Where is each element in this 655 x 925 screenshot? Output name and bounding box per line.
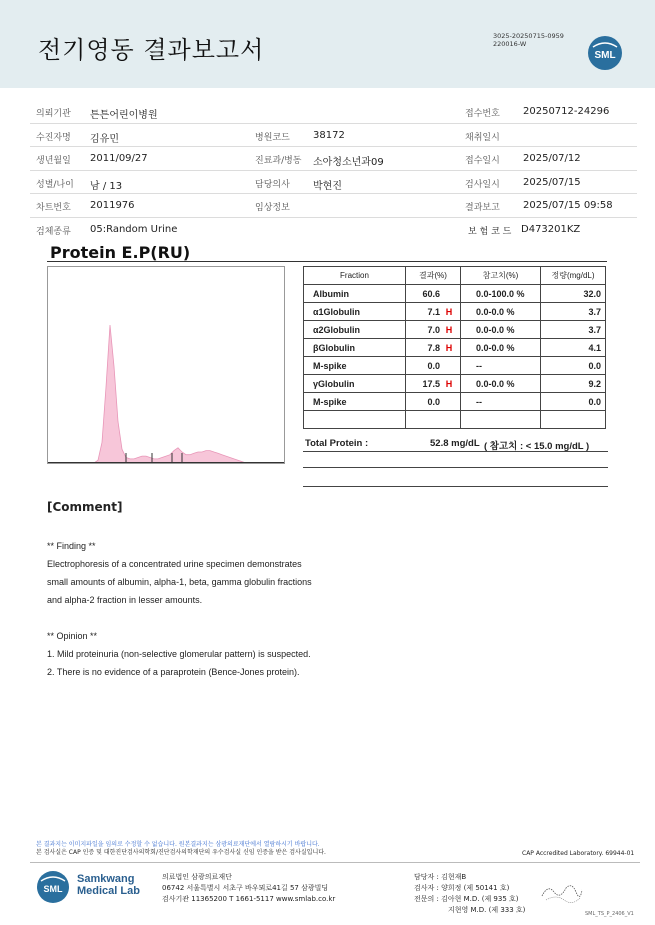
result-value: 7.0 [427,324,440,335]
hospital-code-value: 38172 [313,129,345,141]
addr-line3: 검사기관 11365200 T 1661-5117 www.smlab.co.kr [162,895,336,903]
lab-address [162,872,335,905]
qty-cell: 3.7 [541,303,606,321]
ref-cell: -- [461,357,541,375]
table-header-row [304,267,606,285]
form-id: SML_TS_P_2406_V1 [585,911,634,917]
result-cell [406,357,461,375]
fraction-cell [304,411,406,429]
page-title: 전기영동 결과보고서 [38,36,265,64]
info-row [30,194,637,218]
qty-cell: 4.1 [541,339,606,357]
staff-line2: 검사자 : 양희정 (제 50141 호) [414,884,510,892]
result-flag: H [445,306,453,317]
total-label: Total Protein : [305,438,369,449]
qty-cell: 32.0 [541,285,606,303]
result-cell [406,285,461,303]
receipt-no-label: 접수번호 [465,109,500,119]
sml-footer-logo-icon [36,870,70,904]
comment-line: ** Finding ** [47,541,96,551]
comment-line: Electrophoresis of a concentrated urine specimen demonstrates [47,559,302,569]
comment-line: 1. Mild proteinuria (non-selective glomerular pattern) is suspected. [47,649,311,659]
staff-line3: 전문의 : 김아현 M.D. (제 935 호) [414,895,519,903]
table-row [304,303,606,321]
chart-no-label: 차트번호 [36,203,71,213]
exam-date-label: 검사일시 [465,179,500,190]
sex-age-label: 성별/나이 [36,179,74,190]
electrophoresis-chart [47,266,285,464]
results-body [304,285,606,429]
info-row [30,218,637,242]
fraction-cell: α1Globulin [304,303,406,321]
fraction-cell: α2Globulin [304,321,406,339]
insurance-value: D473201KZ [521,223,581,235]
result-cell [406,321,461,339]
comment-line: ** Opinion ** [47,631,98,641]
comment-body [47,537,607,681]
result-cell [406,375,461,393]
staff-line1: 담당자 : 김현재B [414,873,467,881]
result-value: 60.6 [422,288,440,299]
info-row [30,124,637,148]
comment-line: and alpha-2 fraction in lesser amounts. [47,595,203,605]
staff-list [414,872,525,916]
insurance-label: 보 험 코 드 [468,226,512,237]
result-cell [406,393,461,411]
col-qty: 정량(mg/dL) [541,267,606,285]
sml-footer-logo-text: SML [43,884,63,894]
dept-value: 소아청소년과09 [313,157,384,168]
result-value: 7.8 [427,342,440,353]
ref-cell: 0.0-0.0 % [461,303,541,321]
ref-cell [461,411,541,429]
report-value: 2025/07/15 09:58 [523,200,613,211]
comment-line: 2. There is no evidence of a paraprotein (Bence-Jones protein). [47,667,300,677]
receipt-no-value: 20250712-24296 [523,106,610,117]
receipt-date-label: 접수일시 [465,156,500,166]
document-id-line1: 3025-20250715-0959 [493,32,564,40]
table-row [304,393,606,411]
fraction-cell: βGlobulin [304,339,406,357]
ref-cell: 0.0-0.0 % [461,339,541,357]
sml-logo-icon [587,35,623,71]
birth-value: 2011/09/27 [90,153,148,164]
table-row [304,411,606,429]
qty-cell: 3.7 [541,321,606,339]
qty-cell: 0.0 [541,393,606,411]
table-row [304,357,606,375]
doctor-value: 박현진 [313,180,342,192]
table-row [304,375,606,393]
cap-accreditation: CAP Accredited Laboratory. 69944-01 [522,850,635,857]
blank-rule [303,486,608,487]
addr-line1: 의료법인 삼광의료재단 [162,873,232,881]
result-value: 0.0 [427,360,440,371]
signature-icon [540,878,584,906]
footer-divider [30,862,640,863]
specimen-value: 05:Random Urine [90,223,178,235]
comment-title: [Comment] [47,500,123,514]
result-value: 0.0 [427,396,440,407]
staff-line4: 지현영 M.D. (제 333 호) [448,906,526,914]
brand-name [77,873,140,897]
footer-note-line1: 본 결과지는 이미지파일을 임의로 수정할 수 없습니다. 원본결과지는 삼광의료재단에서 열람하시기 바랍니다. [36,841,320,848]
result-cell [406,411,461,429]
table-row [304,339,606,357]
brand-line2: Medical Lab [77,885,140,897]
result-flag: H [445,378,453,389]
document-id-line2: 220016-W [493,40,527,48]
footer-note-line2: 본 검사실은 CAP 인증 및 대한진단검사의학회/진단검사의학재단의 우수검사실 신임 인증을 받은 검사실입니다. [36,849,326,856]
exam-date-value: 2025/07/15 [523,176,581,188]
document-id [493,32,564,48]
section-title: Protein E.P(RU) [50,243,191,262]
result-cell [406,339,461,357]
ref-cell: -- [461,393,541,411]
specimen-label: 검체종류 [36,226,71,237]
fraction-cell: M-spike [304,357,406,375]
comment-line: small amounts of albumin, alpha-1, beta, gamma globulin fractions [47,577,312,587]
table-row [304,285,606,303]
brand-line1: Samkwang [77,873,135,885]
hospital-code-label: 병원코드 [255,132,290,143]
addr-line2: 06742 서울특별시 서초구 바우뫼로41길 57 삼광빌딩 [162,884,329,892]
patient-info [30,100,637,241]
ref-cell: 0.0-0.0 % [461,375,541,393]
birth-label: 생년월일 [36,156,71,166]
qty-cell [541,411,606,429]
ref-cell: 0.0-0.0 % [461,321,541,339]
ref-cell: 0.0-100.0 % [461,285,541,303]
table-row [304,321,606,339]
fraction-cell: γGlobulin [304,375,406,393]
report-label: 결과보고 [465,203,500,213]
result-value: 7.1 [427,306,440,317]
doctor-label: 담당의사 [255,179,290,190]
sex-age-value: 남 / 13 [90,180,123,192]
result-flag: H [445,324,453,335]
total-protein [303,436,608,452]
qty-cell: 9.2 [541,375,606,393]
institution-value: 튼튼어린이병원 [90,110,158,121]
col-ref: 참고치(%) [461,267,541,285]
total-value: 52.8 mg/dL [430,438,480,449]
receipt-date-value: 2025/07/12 [523,153,581,164]
total-ref: ( 참고치 : < 15.0 mg/dL ) [484,441,590,452]
institution-label: 의뢰기관 [36,109,71,119]
sml-logo-text: SML [594,50,616,61]
info-row [30,100,637,124]
fraction-cell: Albumin [304,285,406,303]
density-curve [78,325,278,463]
results-table [303,266,606,429]
result-value: 17.5 [422,378,440,389]
info-row [30,147,637,171]
chart-no-value: 2011976 [90,200,135,211]
electrophoresis-svg [48,267,284,463]
clinical-label: 임상정보 [255,203,290,213]
patient-value: 김유민 [90,133,119,145]
col-result: 결과(%) [406,267,461,285]
footer-note [36,841,326,857]
comment-line [47,609,607,627]
info-row [30,171,637,195]
fraction-cell: M-spike [304,393,406,411]
collect-date-label: 채취일시 [465,132,500,143]
section-divider [47,261,607,262]
qty-cell: 0.0 [541,357,606,375]
result-cell [406,303,461,321]
result-flag: H [445,342,453,353]
col-fraction: Fraction [304,267,406,285]
dept-label: 진료과/병동 [255,156,302,166]
blank-rule [303,467,608,468]
patient-label: 수진자명 [36,132,71,143]
